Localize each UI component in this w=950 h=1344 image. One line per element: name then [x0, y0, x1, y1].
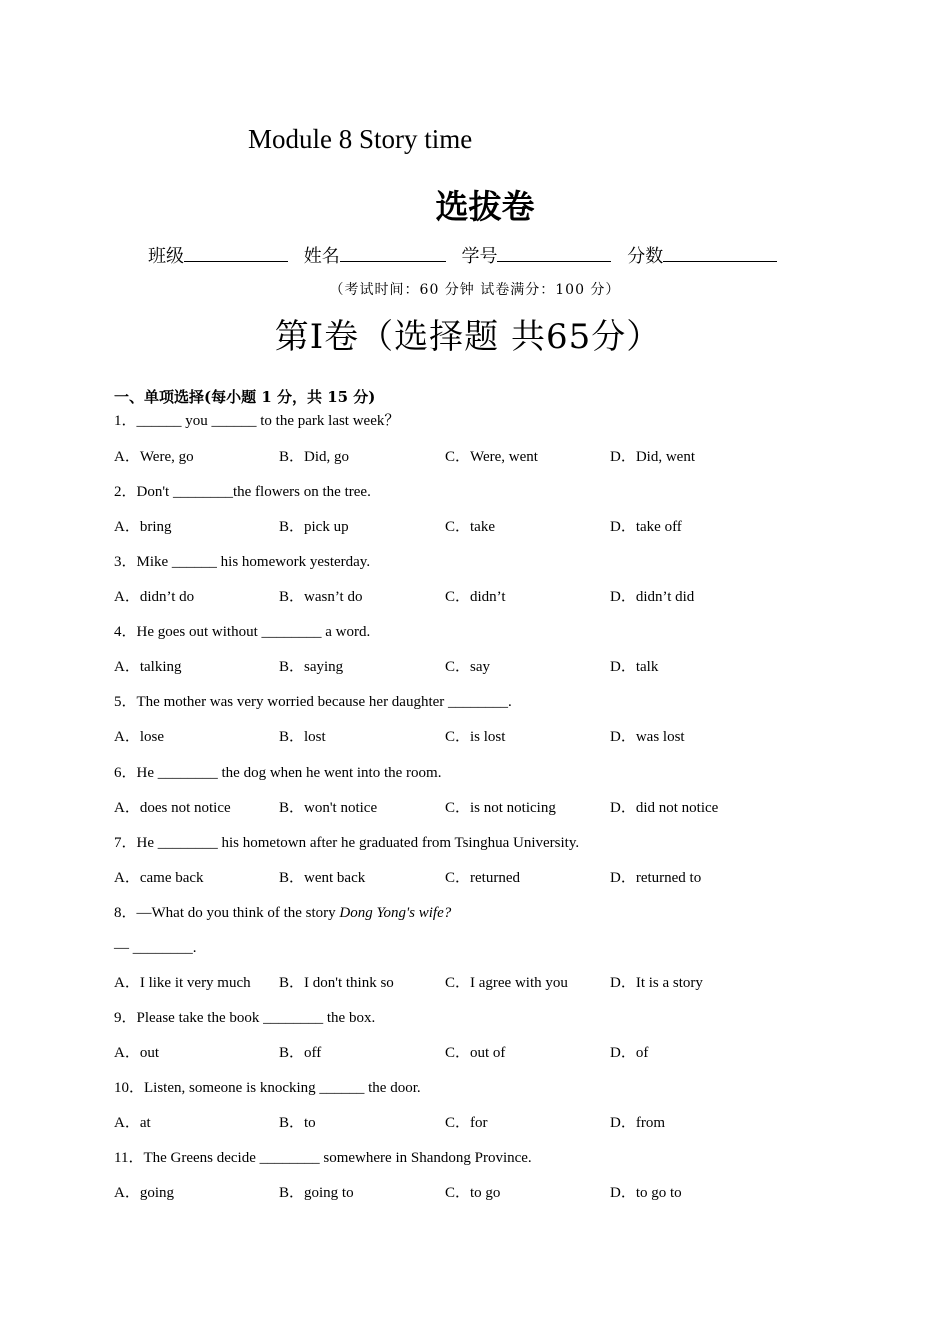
option-a: A．lose [114, 729, 164, 745]
student-id-field [461, 246, 611, 267]
option-c: C．take [445, 519, 495, 535]
question-stem-4: 4．He goes out without ________ a word. [114, 624, 371, 640]
option-a: A．going [114, 1185, 175, 1201]
option-b: B．won't notice [279, 800, 378, 816]
class-blank [184, 243, 288, 262]
score-label: 分数 [627, 246, 664, 267]
class-label: 班级 [148, 246, 184, 267]
option-b: B．Did, go [279, 449, 350, 465]
dialogue-answer-line: — ________. [114, 940, 197, 956]
option-a: A．came back [114, 870, 204, 886]
option-d: D．Did, went [610, 449, 695, 465]
module-title: Module 8 Story time [248, 124, 473, 154]
question-stem-10: 10．Listen, someone is knocking ______ the door. [114, 1080, 421, 1096]
option-a: A．out [114, 1045, 160, 1061]
option-c: C．to go [445, 1185, 501, 1201]
option-d: D．was lost [610, 729, 685, 745]
option-a: A．didn’t do [114, 589, 195, 605]
option-b: B．going to [279, 1185, 354, 1201]
option-c: C．for [445, 1115, 488, 1131]
exam-time-note: （考试时间：60 分钟 试卷满分：100 分） [329, 282, 621, 298]
section-heading: 一、单项选择(每小题 1 分，共 15 分) [114, 388, 376, 406]
option-d: D．It is a story [610, 975, 703, 991]
option-a: A．bring [114, 519, 172, 535]
option-b: B．went back [279, 870, 366, 886]
option-d: D．did not notice [610, 800, 719, 816]
question-stem-7: 7．He ________ his hometown after he graduated from Tsinghua University. [114, 835, 580, 851]
option-a: A．Were, go [114, 449, 194, 465]
question-stem-8 [114, 902, 451, 924]
volume-title: 第Ⅰ卷（选择题 共65分） [274, 317, 662, 357]
option-b: B．saying [279, 659, 344, 675]
score-blank [663, 243, 777, 262]
score-field [627, 246, 777, 267]
option-d: D．didn’t did [610, 589, 695, 605]
class-field [148, 246, 288, 267]
option-d: D．take off [610, 519, 682, 535]
option-d: D．talk [610, 659, 659, 675]
question-stem-6: 6．He ________ the dog when he went into the room. [114, 765, 442, 781]
option-d: D．of [610, 1045, 649, 1061]
option-d: D．returned to [610, 870, 702, 886]
option-c: C．didn’t [445, 589, 506, 605]
option-a: A．does not notice [114, 800, 231, 816]
option-c: C．is lost [445, 729, 506, 745]
option-c: C．is not noticing [445, 800, 556, 816]
option-a: A．I like it very much [114, 975, 251, 991]
question-stem-9: 9．Please take the book ________ the box. [114, 1010, 376, 1026]
name-label: 姓名 [303, 246, 340, 267]
option-a: A．talking [114, 659, 182, 675]
option-b: B．to [279, 1115, 316, 1131]
question-stem-1: 1．______ you ______ to the park last week？ [114, 413, 400, 429]
option-b: B．wasn’t do [279, 589, 363, 605]
option-c: C．I agree with you [445, 975, 568, 991]
option-b: B．off [279, 1045, 322, 1061]
question-stem-5: 5．The mother was very worried because her daughter ________. [114, 694, 512, 710]
student-info-row [148, 243, 787, 269]
story-title: Dong Yong's wife? [339, 905, 452, 921]
question-stem-2: 2．Don't ________the flowers on the tree. [114, 484, 371, 500]
option-c: C．Were, went [445, 449, 538, 465]
option-b: B．lost [279, 729, 326, 745]
name-blank [340, 243, 446, 262]
option-d: D．from [610, 1115, 665, 1131]
option-a: A．at [114, 1115, 151, 1131]
option-c: C．say [445, 659, 491, 675]
name-field [304, 246, 446, 267]
student-id-blank [497, 243, 611, 262]
question-stem-3: 3．Mike ______ his homework yesterday. [114, 554, 371, 570]
option-c: C．returned [445, 870, 520, 886]
question-stem-11: 11．The Greens decide ________ somewhere in Shandong Province. [114, 1150, 532, 1166]
option-c: C．out of [445, 1045, 506, 1061]
student-id-label: 学号 [461, 246, 498, 267]
question-stem-8-text: 8．—What do you think of the story [114, 905, 340, 921]
option-b: B．pick up [279, 519, 349, 535]
option-b: B．I don't think so [279, 975, 394, 991]
option-d: D．to go to [610, 1185, 682, 1201]
paper-title: 选拔卷 [435, 187, 535, 226]
